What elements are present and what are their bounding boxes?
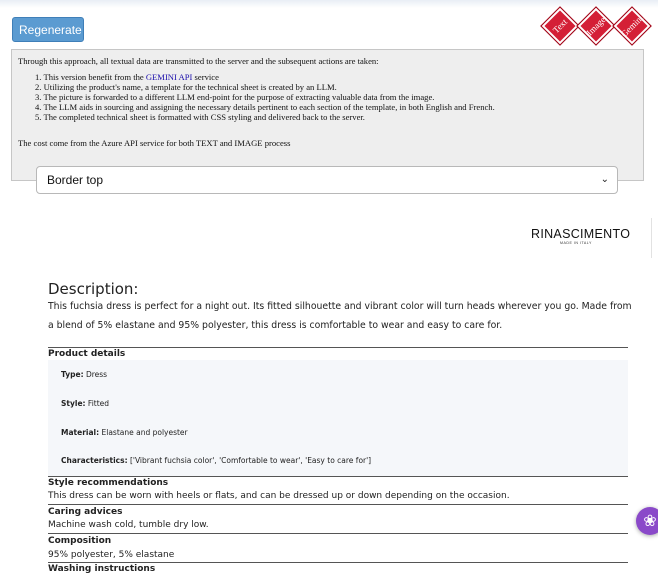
product-details-label: Product details xyxy=(48,349,126,359)
section-divider xyxy=(48,347,628,348)
caring-advices-text: Machine wash cold, tumble dry low. xyxy=(48,520,209,530)
mode-stamps xyxy=(536,10,658,50)
image-stamp-icon[interactable]: Image xyxy=(576,6,616,46)
composition-text: 95% polyester, 5% elastane xyxy=(48,550,175,560)
cost-note: The cost come from the Azure API service for both TEXT and IMAGE process xyxy=(18,138,291,148)
chevron-down-icon: ⌄ xyxy=(600,174,609,185)
product-detail-type: Type: Dress xyxy=(61,370,108,379)
info-intro: Through this approach, all textual data are transmitted to the server and the subsequent actions are taken: xyxy=(18,56,379,66)
process-steps-list xyxy=(12,72,495,122)
text-stamp-icon[interactable]: Text xyxy=(540,6,580,46)
composition-label: Composition xyxy=(48,536,112,546)
washing-instructions-label: Washing instructions xyxy=(48,564,156,574)
section-divider xyxy=(48,533,628,534)
style-select-value: Border top xyxy=(47,173,104,187)
product-detail-characteristics: Characteristics: ['Vibrant fuchsia color', 'Comfortable to wear', 'Easy to care for'] xyxy=(61,456,372,465)
process-step: 5. The completed technical sheet is formatted with CSS styling and delivered back to the server. xyxy=(35,112,365,122)
section-divider xyxy=(48,476,628,477)
section-divider xyxy=(48,504,628,505)
gemini-stamp-icon[interactable]: Gemini xyxy=(612,6,652,46)
style-recommendations-text: This dress can be worn with heels or flats, and can be dressed up or down depending on the occasion. xyxy=(48,491,510,501)
gemini-api-link[interactable]: GEMINI API xyxy=(145,72,193,82)
process-step: 3. The picture is forwarded to a different LLM end-point for the purpose of extracting valuable data from the image. xyxy=(35,92,435,102)
caring-advices-label: Caring advices xyxy=(48,507,123,517)
description-text: This fuchsia dress is perfect for a night out. Its fitted silhouette and vibrant color will turn heads wherever you go. Made from a blend of 5% elastane and 95% polyester, this dress is comfortable to wear and easy to care for. xyxy=(48,301,632,331)
brand-tagline: MADE IN ITALY xyxy=(560,241,592,245)
process-info-panel xyxy=(11,49,644,181)
product-detail-material: Material: Elastane and polyester xyxy=(61,428,188,437)
style-select[interactable] xyxy=(36,166,618,194)
brand-logo: RINASCIMENTO xyxy=(531,227,631,241)
section-divider xyxy=(48,562,628,563)
chat-assistant-icon: ❀ xyxy=(643,511,657,530)
product-detail-style: Style: Fitted xyxy=(61,399,110,408)
regenerate-button[interactable]: Regenerate xyxy=(12,17,84,42)
style-recommendations-label: Style recommendations xyxy=(48,478,169,488)
chat-assistant-button[interactable] xyxy=(636,507,658,535)
side-divider xyxy=(651,218,652,258)
process-step: 2. Utilizing the product's name, a template for the technical sheet is created by an LLM. xyxy=(35,82,337,92)
process-step: 1. This version benefit from the GEMINI API service xyxy=(35,72,219,82)
description-heading: Description: xyxy=(48,280,139,298)
process-step: 4. The LLM aids in sourcing and assigning the necessary details pertinent to each section of the template, in both English and French. xyxy=(35,102,495,112)
